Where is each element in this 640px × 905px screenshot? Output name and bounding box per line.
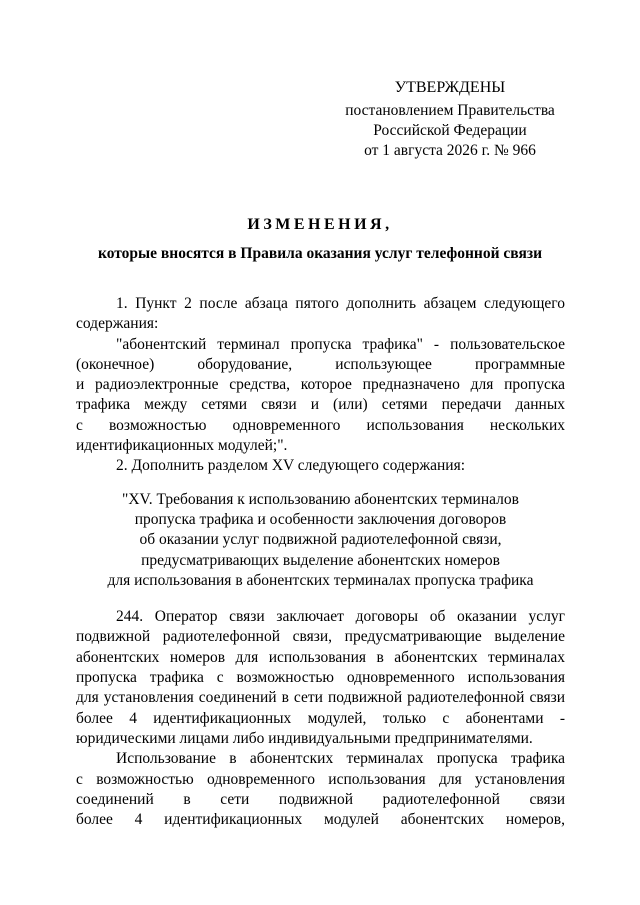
paragraph-line: Использование в абонентских терминалах пропуска трафика (116, 750, 565, 768)
paragraph-line: с возможностью одновременного использования для установления (76, 770, 565, 788)
paragraph-line: более 4 идентификационных модулей, только с абонентами - (76, 709, 565, 727)
quote-line: трафика между сетями связи и (или) сетями передачи данных (76, 396, 565, 414)
section-heading-line: для использования в абонентских терминалах пропуска трафика (107, 571, 534, 589)
quote-line: "абонентский терминал пропуска трафика" - пользовательское (116, 335, 565, 353)
document-body (76, 294, 565, 830)
paragraph-line: подвижной радиотелефонной связи, предусматривающие выделение (76, 628, 565, 646)
document-subtitle: которые вносятся в Правила оказания услуг телефонной связи (97, 245, 542, 262)
section-heading-line: об оказании услуг подвижной радиотелефонной связи, (139, 531, 502, 549)
paragraph-line: содержания: (76, 315, 159, 333)
section-heading-line: предусматривающих выделение абонентских номеров (141, 551, 500, 569)
section-heading-line: "XV. Требования к использованию абонентских терминалов (122, 490, 519, 508)
paragraph-line: абонентских номеров для использования в абонентских терминалах (76, 648, 565, 666)
paragraph-line: 1. Пункт 2 после абзаца пятого дополнить абзацем следующего (116, 295, 565, 312)
paragraph-line: для установления соединений в сети подвижной радиотелефонной связи (76, 689, 565, 707)
section-heading-line: пропуска трафика и особенности заключения договоров (134, 510, 507, 528)
quote-line: и радиоэлектронные средства, которое предназначено для пропуска (76, 376, 565, 394)
paragraph-line: 244. Оператор связи заключает договоры об оказании услуг (116, 608, 565, 626)
paragraph-line: более 4 идентификационных модулей абонентских номеров, (76, 811, 565, 829)
approval-line: постановлением Правительства (345, 102, 555, 119)
document-title: ИЗМЕНЕНИЯ, (247, 216, 393, 233)
approval-date-line: от 1 августа 2026 г. № 966 (364, 142, 536, 159)
quote-line: с возможностью одновременного использования нескольких (76, 416, 565, 434)
approval-stamp (340, 78, 560, 161)
paragraph-line: пропуска трафика с возможностью одновременного использования (76, 669, 565, 687)
approval-line: Российской Федерации (373, 122, 527, 139)
quote-line: (оконечное) оборудование, использующее программные (76, 355, 565, 373)
approval-heading: УТВЕРЖДЕНЫ (394, 79, 506, 96)
paragraph-line: юридическими лицами либо индивидуальными предпринимателями. (76, 729, 533, 747)
paragraph-line: соединений в сети подвижной радиотелефонной связи (76, 790, 565, 808)
quote-line: идентификационных модулей;". (76, 437, 288, 455)
paragraph-line: 2. Дополнить разделом XV следующего содержания: (116, 457, 466, 475)
